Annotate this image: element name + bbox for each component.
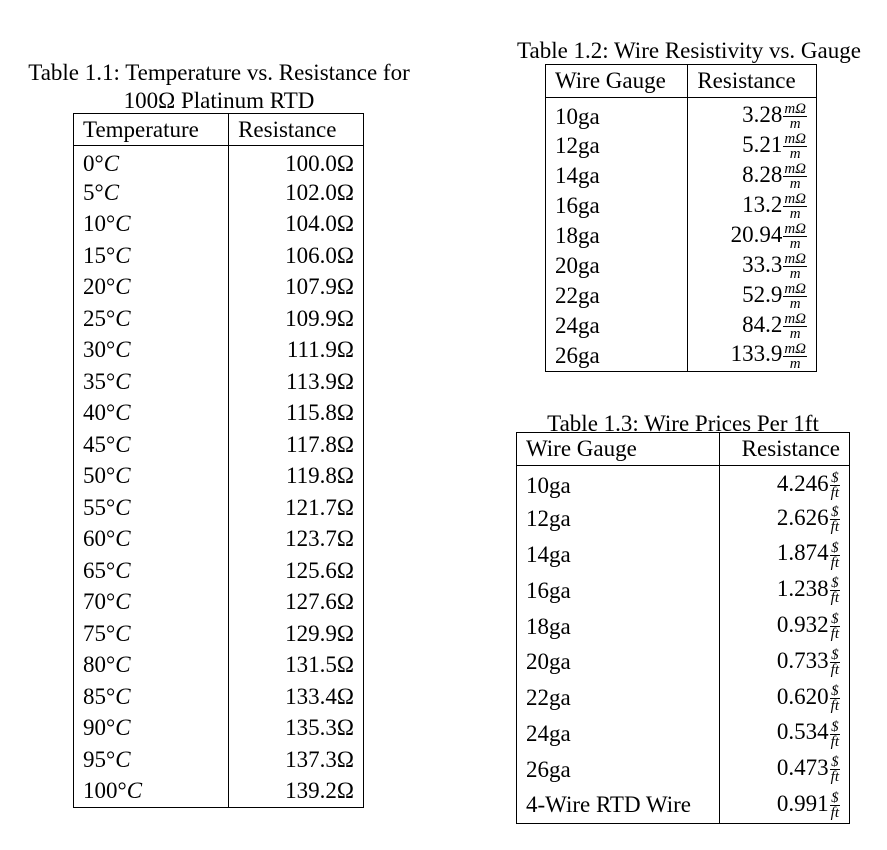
- table-cell-value: 133.4Ω: [285, 683, 354, 709]
- table-cell-value: [688, 281, 817, 311]
- unit-fraction: [783, 192, 807, 221]
- unit-fraction: [783, 312, 807, 341]
- unit-fraction: [830, 576, 840, 605]
- unit-denominator: m: [789, 235, 801, 252]
- table-cell-value: [720, 573, 850, 609]
- celsius-unit: C: [115, 652, 131, 678]
- column-header-resistance: Resistance: [720, 433, 850, 466]
- unit-numerator: mΩ: [784, 280, 806, 297]
- table-cell-label: 16ga: [517, 573, 720, 609]
- celsius-unit: C: [115, 242, 131, 268]
- unit-fraction: [783, 222, 807, 251]
- table-header-row: [74, 114, 364, 146]
- table-cell-label: 18ga: [517, 609, 720, 645]
- table1-caption-line1: Table 1.1: Temperature vs. Resistance for: [28, 60, 410, 85]
- unit-denominator: m: [789, 325, 801, 342]
- celsius-unit: C: [115, 557, 131, 583]
- unit-denominator: ft: [830, 733, 839, 750]
- table-row: [546, 251, 817, 281]
- table-cell-value: 100.0Ω: [285, 150, 354, 176]
- celsius-unit: C: [103, 179, 120, 205]
- table-cell-label: 45°C: [74, 429, 229, 461]
- table-cell-value: [688, 341, 817, 371]
- celsius-unit: C: [115, 683, 131, 709]
- table-cell-value: 115.8Ω: [286, 400, 354, 426]
- table-cell-value: 139.2Ω: [285, 778, 354, 803]
- unit-denominator: ft: [830, 590, 839, 607]
- unit-numerator: mΩ: [784, 190, 806, 207]
- table-cell-label: 10ga: [517, 466, 720, 502]
- celsius-unit: C: [126, 778, 143, 803]
- table-cell-value: [688, 221, 817, 251]
- table-row: [74, 618, 364, 650]
- table-cell-label: 65°C: [74, 555, 229, 587]
- unit-denominator: ft: [830, 626, 839, 643]
- table-cell-label: 14ga: [517, 537, 720, 573]
- table-row: [74, 335, 364, 367]
- table-row: [74, 272, 364, 304]
- unit-fraction: [830, 791, 840, 820]
- unit-fraction: [783, 342, 807, 371]
- table-cell-value: [720, 752, 850, 788]
- celsius-unit: C: [115, 494, 131, 520]
- value-number: 0.991: [776, 790, 829, 816]
- table-cell-value: 129.9Ω: [285, 620, 354, 646]
- unit-denominator: m: [789, 355, 801, 372]
- celsius-unit: C: [115, 400, 131, 426]
- table-cell-value: 119.8Ω: [286, 463, 354, 489]
- table-row: [74, 650, 364, 682]
- value-number: 20.94: [730, 221, 783, 247]
- table-row: [546, 98, 817, 132]
- value-number: 0.473: [776, 755, 829, 781]
- column-header-resistance: Resistance: [688, 65, 817, 98]
- table-cell-value: [720, 501, 850, 537]
- unit-fraction: [830, 720, 840, 749]
- value-number: 0.620: [776, 683, 829, 709]
- table-cell-value: 102.0Ω: [285, 179, 354, 205]
- table-row: [74, 587, 364, 619]
- table-cell-value: [720, 716, 850, 752]
- table-row: [74, 461, 364, 493]
- unit-numerator: $: [831, 718, 839, 735]
- celsius-unit: C: [115, 463, 131, 489]
- value-number: 3.28: [742, 102, 783, 127]
- resistivity-table-body: [546, 98, 817, 372]
- table-cell-value: 113.9Ω: [286, 368, 354, 394]
- unit-numerator: $: [831, 470, 839, 487]
- unit-fraction: [830, 755, 840, 784]
- value-number: 1.874: [776, 540, 829, 566]
- table-row: [517, 644, 850, 680]
- unit-numerator: $: [831, 646, 839, 663]
- table-cell-label: 75°C: [74, 618, 229, 650]
- table-row: [74, 177, 364, 209]
- table-cell-label: 85°C: [74, 681, 229, 713]
- table-cell-label: 22ga: [517, 680, 720, 716]
- table-cell-label: 14ga: [546, 161, 688, 191]
- unit-fraction: [783, 162, 807, 191]
- table-cell-label: 70°C: [74, 587, 229, 619]
- table-cell-value: [688, 161, 817, 191]
- table-cell-label: 100°C: [74, 776, 229, 808]
- table-row: [517, 609, 850, 645]
- value-number: 0.932: [776, 611, 829, 637]
- table-cell-label: 25°C: [74, 303, 229, 335]
- table-row: [517, 537, 850, 573]
- table-row: [74, 776, 364, 808]
- table-cell-value: 117.8Ω: [286, 431, 354, 457]
- value-number: 84.2: [742, 311, 783, 337]
- unit-numerator: $: [831, 754, 839, 771]
- unit-numerator: $: [831, 611, 839, 628]
- table-cell-value: [720, 644, 850, 680]
- value-number: 13.2: [742, 191, 783, 217]
- table-cell-label: 22ga: [546, 281, 688, 311]
- table-row: [517, 752, 850, 788]
- table1-caption-line2: 100Ω Platinum RTD: [123, 88, 315, 113]
- unit-denominator: ft: [830, 804, 839, 821]
- table-row: [546, 221, 817, 251]
- table-cell-label: 10ga: [546, 98, 688, 132]
- table-row: [517, 501, 850, 537]
- table-row: [74, 681, 364, 713]
- column-header-resistance: Resistance: [229, 114, 364, 146]
- table-row: [74, 429, 364, 461]
- prices-table-body: [517, 466, 850, 824]
- value-number: 8.28: [742, 161, 783, 187]
- table-cell-value: [720, 609, 850, 645]
- unit-denominator: m: [789, 116, 801, 133]
- celsius-unit: C: [115, 746, 131, 772]
- table-cell-value: [720, 680, 850, 716]
- unit-fraction: [830, 541, 840, 570]
- table-cell-label: 18ga: [546, 221, 688, 251]
- table-row: [546, 281, 817, 311]
- table-cell-value: [688, 98, 817, 132]
- table-cell-label: 26ga: [546, 341, 688, 371]
- table-row: [546, 131, 817, 161]
- value-number: 33.3: [742, 251, 783, 277]
- table-cell-value: 111.9Ω: [286, 337, 354, 363]
- unit-denominator: m: [789, 205, 801, 222]
- celsius-unit: C: [115, 337, 131, 363]
- table-cell-value: 107.9Ω: [285, 274, 354, 300]
- table-cell-value: [688, 311, 817, 341]
- unit-denominator: m: [789, 175, 801, 192]
- table-row: [74, 398, 364, 430]
- temperature-table-body: [74, 146, 364, 808]
- unit-numerator: mΩ: [784, 101, 806, 118]
- unit-numerator: $: [831, 503, 839, 520]
- wire-prices-table: [516, 432, 850, 824]
- unit-fraction: [783, 282, 807, 311]
- celsius-unit: C: [103, 150, 120, 176]
- celsius-unit: C: [115, 526, 131, 552]
- table-row: [74, 240, 364, 272]
- celsius-unit: C: [115, 620, 131, 646]
- celsius-unit: C: [115, 431, 131, 457]
- unit-numerator: $: [831, 682, 839, 699]
- unit-denominator: ft: [830, 485, 839, 502]
- table-cell-label: 15°C: [74, 240, 229, 272]
- table2-caption: Table 1.2: Wire Resistivity vs. Gauge: [517, 38, 861, 63]
- table-cell-label: 95°C: [74, 744, 229, 776]
- table-row: [74, 303, 364, 335]
- value-number: 5.21: [742, 131, 783, 157]
- table-row: [546, 161, 817, 191]
- unit-fraction: [830, 471, 840, 500]
- table-cell-label: 20°C: [74, 272, 229, 304]
- value-number: 52.9: [742, 281, 783, 307]
- table-cell-label: 55°C: [74, 492, 229, 524]
- unit-denominator: m: [789, 145, 801, 162]
- column-header-wire-gauge: Wire Gauge: [517, 433, 720, 466]
- table3-caption: Table 1.3: Wire Prices Per 1ft: [547, 411, 819, 436]
- table-cell-value: 123.7Ω: [285, 526, 354, 552]
- celsius-unit: C: [115, 211, 131, 237]
- table-row: [517, 466, 850, 502]
- table-header-row: [517, 433, 850, 466]
- value-number: 1.238: [776, 576, 829, 602]
- value-number: 2.626: [776, 504, 829, 530]
- table-cell-label: 80°C: [74, 650, 229, 682]
- unit-denominator: ft: [830, 697, 839, 714]
- unit-denominator: ft: [830, 518, 839, 535]
- unit-denominator: ft: [830, 554, 839, 571]
- table-cell-value: [688, 251, 817, 281]
- table-header-row: [546, 65, 817, 98]
- unit-numerator: $: [831, 789, 839, 806]
- table-cell-label: 60°C: [74, 524, 229, 556]
- unit-fraction: [830, 612, 840, 641]
- column-header-temperature: Temperature: [74, 114, 229, 146]
- table-cell-value: [720, 788, 850, 824]
- temperature-resistance-table: [73, 113, 364, 808]
- table-cell-label: 24ga: [517, 716, 720, 752]
- table-row: [74, 146, 364, 178]
- unit-denominator: m: [789, 295, 801, 312]
- celsius-unit: C: [115, 274, 131, 300]
- table-cell-label: 20ga: [517, 644, 720, 680]
- column-header-wire-gauge: Wire Gauge: [546, 65, 688, 98]
- celsius-unit: C: [115, 715, 131, 741]
- table-row: [74, 492, 364, 524]
- table-cell-label: 30°C: [74, 335, 229, 367]
- table-cell-label: 24ga: [546, 311, 688, 341]
- celsius-unit: C: [115, 589, 131, 615]
- table-cell-label: 40°C: [74, 398, 229, 430]
- table-cell-value: 106.0Ω: [285, 242, 354, 268]
- unit-numerator: mΩ: [784, 160, 806, 177]
- table-cell-label: 5°C: [74, 177, 229, 209]
- value-number: 133.9: [730, 341, 783, 367]
- table-cell-label: 10°C: [74, 209, 229, 241]
- table-cell-value: 135.3Ω: [285, 715, 354, 741]
- unit-fraction: [783, 102, 807, 131]
- unit-numerator: mΩ: [784, 250, 806, 267]
- table-cell-value: 109.9Ω: [285, 305, 354, 331]
- table-cell-value: 125.6Ω: [285, 557, 354, 583]
- value-number: 4.246: [776, 471, 829, 497]
- unit-fraction: [783, 252, 807, 281]
- table-row: [546, 191, 817, 221]
- table-row: [517, 716, 850, 752]
- table-cell-value: 104.0Ω: [285, 211, 354, 237]
- table-cell-label: 26ga: [517, 752, 720, 788]
- table-cell-value: 121.7Ω: [285, 494, 354, 520]
- table-cell-label: 50°C: [74, 461, 229, 493]
- table-cell-value: [688, 191, 817, 221]
- table-cell-value: 131.5Ω: [285, 652, 354, 678]
- unit-fraction: [830, 648, 840, 677]
- unit-numerator: mΩ: [784, 130, 806, 147]
- table-row: [74, 713, 364, 745]
- unit-denominator: ft: [830, 769, 839, 786]
- table-row: [546, 341, 817, 371]
- table-row: [74, 744, 364, 776]
- table-row: [517, 788, 850, 824]
- table-row: [74, 209, 364, 241]
- unit-fraction: [830, 505, 840, 534]
- table-row: [74, 524, 364, 556]
- table-cell-label: 16ga: [546, 191, 688, 221]
- unit-numerator: mΩ: [784, 220, 806, 237]
- table-cell-label: 12ga: [517, 501, 720, 537]
- table-cell-value: [688, 131, 817, 161]
- value-number: 0.534: [776, 719, 829, 745]
- unit-numerator: mΩ: [784, 310, 806, 327]
- value-number: 0.733: [776, 647, 829, 673]
- table-cell-value: 127.6Ω: [285, 589, 354, 615]
- table-row: [517, 680, 850, 716]
- table-cell-label: 90°C: [74, 713, 229, 745]
- table-cell-value: [720, 537, 850, 573]
- unit-numerator: $: [831, 575, 839, 592]
- table-cell-label: 20ga: [546, 251, 688, 281]
- table-row: [74, 555, 364, 587]
- table-cell-value: 137.3Ω: [285, 746, 354, 772]
- table-row: [517, 573, 850, 609]
- unit-denominator: m: [789, 265, 801, 282]
- celsius-unit: C: [115, 305, 131, 331]
- table-row: [546, 311, 817, 341]
- table-cell-label: 4-Wire RTD Wire: [517, 788, 720, 824]
- table-cell-label: 0°C: [74, 146, 229, 178]
- wire-resistivity-table: [545, 64, 817, 372]
- table-cell-label: 35°C: [74, 366, 229, 398]
- unit-numerator: mΩ: [784, 340, 806, 357]
- table-cell-value: [720, 466, 850, 502]
- table-row: [74, 366, 364, 398]
- unit-numerator: $: [831, 539, 839, 556]
- unit-fraction: [783, 132, 807, 161]
- celsius-unit: C: [115, 368, 131, 394]
- unit-denominator: ft: [830, 661, 839, 678]
- table-cell-label: 12ga: [546, 131, 688, 161]
- unit-fraction: [830, 684, 840, 713]
